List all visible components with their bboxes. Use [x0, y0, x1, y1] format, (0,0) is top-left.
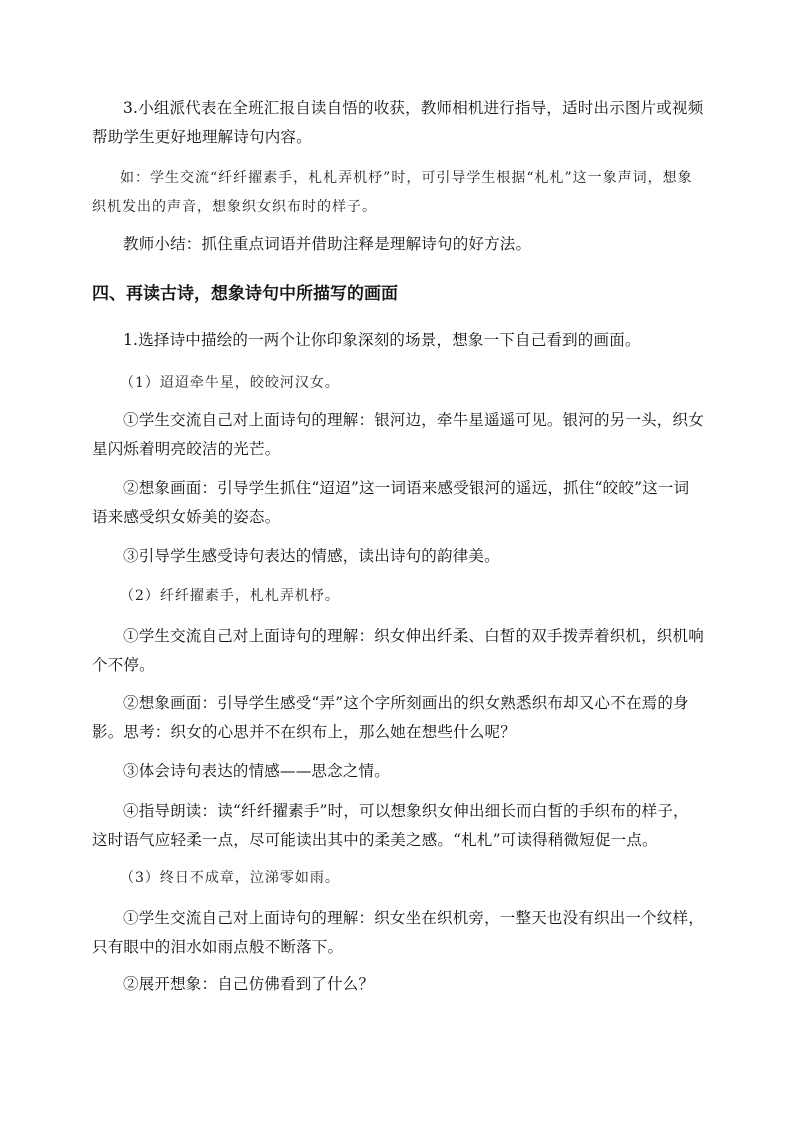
paragraph-1-emotion: ③引导学生感受诗句表达的情感，读出诗句的韵律美。 [123, 547, 500, 565]
paragraph-3-understanding: ①学生交流自己对上面诗句的理解：织女坐在织机旁，一整天也没有织出一个纹样，只有眼中的泪水如雨点般不断落下。 [92, 909, 704, 956]
paragraph-1-imagine: ②想象画面：引导学生抓住“迢迢”这一词语来感受银河的遥远，抓住“皎皎”这一词语来感受织女娇美的姿态。 [92, 479, 690, 526]
paragraph-2-emotion: ③体会诗句表达的情感——思念之情。 [123, 762, 390, 780]
poem-line-1: （1）迢迢牵牛星，皎皎河汉女。 [120, 375, 340, 391]
section-heading-four: 四、再读古诗，想象诗句中所描写的画面 [92, 284, 398, 304]
paragraph-step-1: 1.选择诗中描绘的一两个让你印象深刻的场景，想象一下自己看到的画面。 [123, 331, 641, 349]
paragraph-group-report: 3.小组派代表在全班汇报自读自悟的收获，教师相机进行指导，适时出示图片或视频帮助学生更好地理解诗句内容。 [92, 99, 704, 146]
paragraph-1-understanding: ①学生交流自己对上面诗句的理解：银河边，牵牛星遥遥可见。银河的另一头，织女星闪烁着明亮皎洁的光芒。 [92, 411, 704, 458]
paragraph-example: 如：学生交流“纤纤擢素手，札札弄机杼”时，可引导学生根据“札札”这一象声词，想象织机发出的声音，想象织女织布时的样子。 [92, 170, 693, 215]
paragraph-3-imagine: ②展开想象：自己仿佛看到了什么？ [123, 975, 375, 993]
poem-line-3: （3）终日不成章，泣涕零如雨。 [120, 870, 340, 886]
paragraph-teacher-summary: 教师小结：抓住重点词语并借助注释是理解诗句的好方法。 [123, 235, 532, 253]
paragraph-2-imagine: ②想象画面：引导学生感受“弄”这个字所刻画出的织女熟悉织布却又心不在焉的身影。思考：织女的心思并不在织布上，那么她在想些什么呢？ [92, 694, 689, 741]
poem-line-2: （2）纤纤擢素手，札札弄机杼。 [120, 588, 340, 604]
paragraph-2-reading: ④指导朗读：读“纤纤擢素手”时，可以想象织女伸出细长而白皙的手织布的样子，这时语气应轻柔一点，尽可能读出其中的柔美之感。“札札”可读得稍微短促一点。 [92, 802, 689, 849]
paragraph-2-understanding: ①学生交流自己对上面诗句的理解：织女伸出纤柔、白皙的双手拨弄着织机，织机响个不停。 [92, 627, 704, 674]
